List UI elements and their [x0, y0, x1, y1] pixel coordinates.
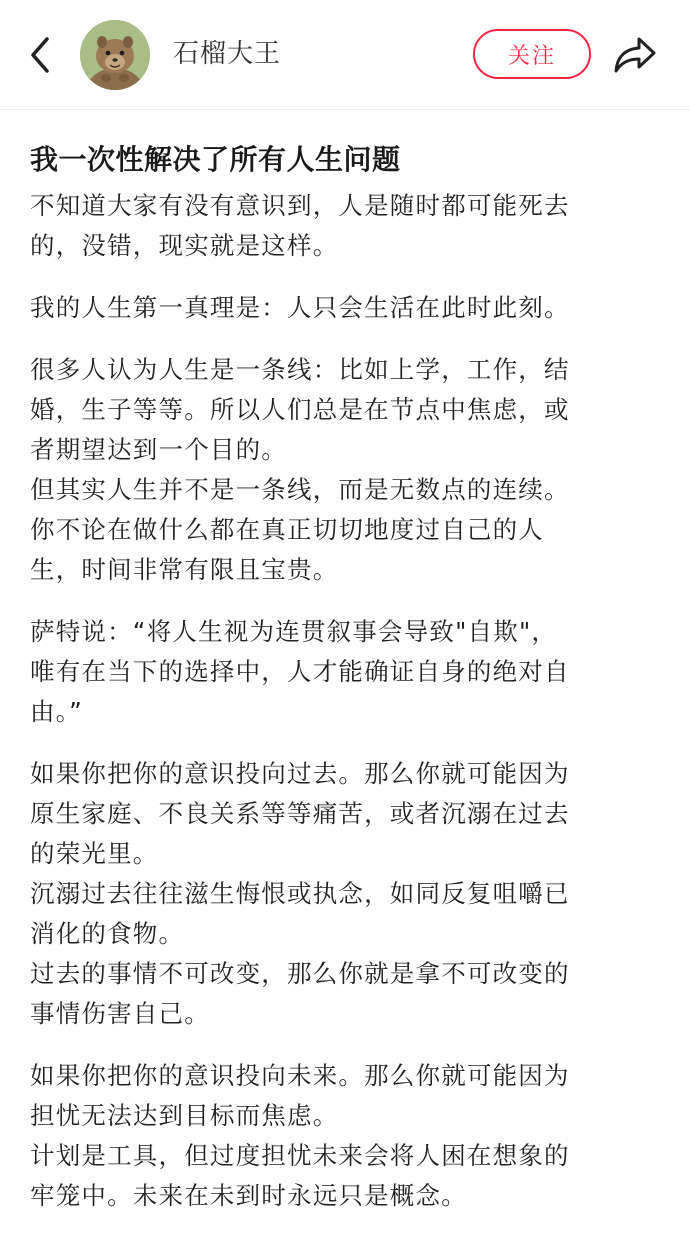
- text-line: 过去的事情不可改变，那么你就是拿不可改变的: [30, 959, 570, 988]
- text-line: 很多人认为人生是一条线：比如上学，工作，结: [30, 355, 570, 384]
- text-line: 沉溺过去往往滋生悔恨或执念，如同反复咀嚼已: [30, 879, 570, 908]
- post-content: [0, 140, 690, 1216]
- share-arrow-icon: [613, 36, 657, 74]
- text-line: 如果你把你的意识投向过去。那么你就可能因为: [30, 759, 570, 788]
- text-line: 生，时间非常有限且宝贵。: [30, 555, 339, 584]
- follow-button[interactable]: 关注: [473, 29, 591, 79]
- back-button[interactable]: [22, 33, 58, 77]
- paragraph: [30, 754, 660, 1034]
- share-button[interactable]: [610, 33, 660, 77]
- text-line: 的荣光里。: [30, 839, 159, 868]
- paragraph: [30, 186, 660, 266]
- paragraph: [30, 350, 660, 590]
- paragraph: [30, 1056, 660, 1216]
- author-name[interactable]: 石榴大王: [173, 39, 282, 69]
- avatar[interactable]: [80, 20, 150, 90]
- paragraph: [30, 288, 660, 328]
- text-line: 但其实人生并不是一条线，而是无数点的连续。: [30, 475, 570, 504]
- text-line: 事情伤害自己。: [30, 999, 210, 1028]
- text-line: 唯有在当下的选择中，人才能确证自身的绝对自: [30, 657, 570, 686]
- text-line: 牢笼中。未来在未到时永远只是概念。: [30, 1181, 467, 1210]
- paragraph: [30, 612, 660, 732]
- text-line: 原生家庭、不良关系等等痛苦，或者沉溺在过去: [30, 799, 570, 828]
- text-line: 消化的食物。: [30, 919, 185, 948]
- post-header: [0, 0, 690, 110]
- text-line: 婚，生子等等。所以人们总是在节点中焦虑，或: [30, 395, 570, 424]
- text-line: 担忧无法达到目标而焦虑。: [30, 1101, 339, 1130]
- text-line: 你不论在做什么都在真正切切地度过自己的人: [30, 515, 544, 544]
- text-line: 萨特说：“将人生视为连贯叙事会导致"自欺"，: [30, 617, 558, 646]
- avatar-image: [80, 20, 150, 90]
- post-title: 我一次性解决了所有人生问题: [30, 143, 401, 176]
- text-line: 由。”: [30, 697, 84, 726]
- text-line: 者期望达到一个目的。: [30, 435, 287, 464]
- text-line: 不知道大家有没有意识到，人是随时都可能死去: [30, 191, 570, 220]
- text-line: 如果你把你的意识投向未来。那么你就可能因为: [30, 1061, 570, 1090]
- text-line: 计划是工具，但过度担忧未来会将人困在想象的: [30, 1141, 570, 1170]
- text-line: 的，没错，现实就是这样。: [30, 231, 339, 260]
- chevron-left-icon: [28, 35, 52, 75]
- text-line: 我的人生第一真理是：人只会生活在此时此刻。: [30, 293, 570, 322]
